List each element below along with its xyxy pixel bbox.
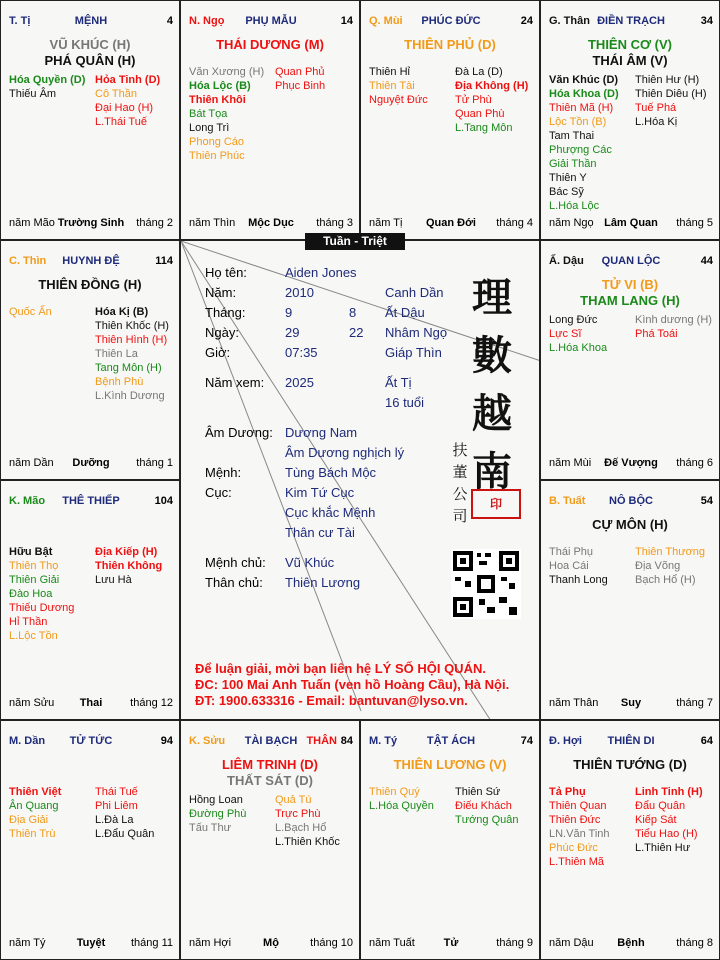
left-star-list: [369, 785, 434, 813]
value-day-lunar: 22: [349, 325, 364, 340]
palace-cell-ti[interactable]: [0, 0, 180, 240]
minor-star: Văn Khúc (D): [549, 74, 619, 86]
month-label: tháng 11: [130, 937, 173, 949]
value-day-can-chi: Nhâm Ngọ: [385, 325, 448, 340]
value-am-duong-note: Âm Dương nghịch lý: [285, 445, 405, 460]
minor-star: L.Hóa Lộc: [549, 200, 600, 212]
value-year-can-chi: Canh Dần: [385, 285, 444, 300]
value-hour-can-chi: Giáp Thìn: [385, 345, 442, 360]
phase-label: Dưỡng: [72, 457, 110, 469]
year-label: năm Sửu: [9, 697, 55, 709]
year-label: năm Ngọ: [549, 217, 594, 229]
minor-star: Thiếu Dương: [9, 602, 75, 614]
minor-star: Quả Tú: [275, 794, 312, 806]
palace-footer: [369, 937, 533, 951]
minor-star: Tam Thai: [549, 130, 595, 142]
minor-star: Lộc Tồn (B): [549, 116, 607, 128]
right-star-list: [275, 793, 340, 849]
value-month-can-chi: Ất Dậu: [385, 305, 425, 320]
phase-label: Suy: [620, 697, 642, 709]
calligraphy-char-3: 越: [472, 390, 512, 437]
minor-star: Thiên Thương: [635, 546, 706, 558]
age-number: 44: [700, 255, 713, 267]
minor-star: Điếu Khách: [455, 800, 512, 812]
minor-star: Thiên Hỉ: [369, 66, 410, 78]
minor-star: Thiên Sứ: [455, 786, 501, 798]
age-number: 34: [700, 15, 713, 27]
palace-cell-ngo[interactable]: [180, 0, 360, 240]
minor-star: Bệnh Phù: [95, 376, 144, 388]
minor-star: Thiên Việt: [9, 786, 62, 798]
value-am-duong: Dương Nam: [285, 425, 358, 440]
phase-label: Thai: [79, 697, 103, 709]
palace-footer: [9, 697, 173, 711]
month-label: tháng 1: [136, 457, 173, 469]
month-label: tháng 6: [676, 457, 713, 469]
value-than-cu: Thân cư Tài: [285, 525, 355, 540]
phase-label: Đế Vượng: [604, 457, 658, 469]
minor-star: Thái Phụ: [549, 546, 594, 558]
minor-star: Thiên Quan: [549, 800, 607, 812]
value-hour: 07:35: [285, 345, 318, 360]
label-cuc: Cục:: [205, 485, 232, 500]
minor-star: Thiên Hình (H): [95, 334, 168, 346]
palace-footer: [9, 217, 173, 231]
left-star-list: [9, 305, 52, 319]
minor-star: Thái Tuế: [95, 786, 138, 798]
right-star-list: [635, 545, 705, 587]
minor-star: Thiên Phúc: [189, 150, 245, 162]
branch-label: N. Ngọ: [189, 15, 225, 27]
calligraphy-char-4: 南: [472, 448, 512, 495]
palace-name: TẬT ÁCH: [426, 735, 476, 747]
phase-label: Quan Đới: [426, 217, 476, 229]
minor-star: Phá Toái: [635, 328, 678, 340]
minor-star: Giải Thần: [549, 158, 597, 170]
palace-name: THIÊN DI: [607, 735, 655, 747]
label-day: Ngày:: [205, 325, 239, 340]
minor-star: Thiên Khốc (H): [95, 320, 169, 332]
month-label: tháng 5: [676, 217, 713, 229]
minor-star: Đại Hao (H): [95, 102, 154, 114]
main-star: LIÊM TRINH (D): [221, 757, 319, 772]
than-marker: THÂN: [306, 735, 337, 747]
palace-cell-mao[interactable]: [0, 480, 180, 720]
value-view-year-can-chi: Ất Tị: [385, 375, 412, 390]
minor-star: Văn Xương (H): [189, 66, 265, 78]
minor-star: Bác Sỹ: [549, 186, 584, 198]
minor-star: L.Hóa Khoa: [549, 342, 608, 354]
branch-label: B. Tuất: [549, 495, 586, 507]
month-label: tháng 9: [496, 937, 533, 949]
minor-star: L.Tang Môn: [455, 122, 513, 134]
value-name: Aiden Jones: [285, 265, 357, 280]
minor-star: Phục Binh: [275, 80, 326, 92]
right-star-list: [95, 785, 154, 841]
month-label: tháng 4: [496, 217, 533, 229]
label-month: Tháng:: [205, 305, 246, 320]
value-cuc-note: Cục khắc Mệnh: [285, 505, 376, 520]
minor-star: Hóa Quyền (D): [9, 74, 86, 86]
center-info-panel: [180, 240, 540, 720]
year-label: năm Thân: [549, 697, 599, 709]
branch-label: T. Tị: [9, 15, 31, 27]
minor-star: Hóa Kị (B): [95, 306, 149, 318]
minor-star: Địa Kiếp (H): [95, 546, 158, 558]
minor-star: Thiên La: [95, 348, 138, 360]
main-star: THIÊN CƠ (V): [587, 37, 673, 52]
right-star-list: [275, 65, 325, 93]
palace-footer: [9, 937, 173, 951]
age-number: 74: [520, 735, 533, 747]
age-number: 14: [340, 15, 353, 27]
minor-star: L.Hóa Quyền: [369, 800, 434, 812]
minor-star: L.Đà La: [95, 814, 134, 826]
main-star: THẤT SÁT (D): [227, 773, 313, 788]
minor-star: Phong Cáo: [189, 136, 245, 148]
left-star-list: [549, 785, 610, 869]
branch-label: K. Mão: [9, 495, 46, 507]
palace-name: PHÚC ĐỨC: [421, 15, 481, 27]
left-star-list: [189, 793, 246, 835]
age-number: 84: [340, 735, 353, 747]
minor-star: Hoa Cái: [549, 560, 589, 572]
minor-star: L.Thiên Hư: [635, 842, 691, 854]
minor-star: Hồng Loan: [189, 794, 243, 806]
year-label: năm Tý: [9, 937, 46, 949]
palace-name: MỆNH: [74, 15, 108, 27]
palace-header: [9, 255, 173, 271]
palace-header: [549, 735, 713, 751]
age-number: 24: [520, 15, 533, 27]
minor-star: Phi Liêm: [95, 800, 138, 812]
small-char-3: 公: [452, 485, 468, 503]
minor-star: L.Thiên Mã: [549, 856, 605, 868]
main-star: CỰ MÔN (H): [592, 517, 668, 532]
right-star-list: [635, 313, 712, 341]
minor-star: Lực Sĩ: [549, 328, 582, 340]
main-star: PHÁ QUÂN (H): [44, 53, 136, 68]
main-star: THÁI DƯƠNG (M): [216, 37, 324, 52]
palace-header: [369, 735, 533, 751]
palace-header: [9, 15, 173, 31]
value-than-chu: Thiên Lương: [285, 575, 361, 590]
minor-star: Đẩu Quân: [635, 800, 686, 812]
palace-cell-hoi[interactable]: [540, 720, 720, 960]
palace-cell-dan[interactable]: [0, 720, 180, 960]
label-hour: Giờ:: [205, 345, 231, 360]
main-star: THAM LANG (H): [580, 293, 680, 308]
minor-star: L.Lộc Tồn: [9, 630, 58, 642]
right-star-list: [455, 785, 519, 827]
minor-star: Tử Phù: [455, 94, 492, 106]
phase-label: Tử: [443, 937, 459, 949]
phase-label: Mộ: [263, 937, 279, 949]
minor-star: L.Thái Tuế: [95, 116, 147, 128]
minor-star: Bạch Hổ (H): [635, 574, 696, 586]
right-star-list: [95, 545, 162, 587]
branch-label: K. Sửu: [189, 735, 226, 747]
minor-star: Thiếu Âm: [9, 88, 57, 100]
minor-star: Thanh Long: [549, 574, 608, 586]
minor-star: Thiên Khôi: [189, 94, 246, 106]
tuan-triet-label: Tuần - Triệt: [305, 233, 405, 250]
palace-cell-thin[interactable]: [0, 240, 180, 480]
branch-label: G. Thân: [549, 15, 590, 27]
minor-star: Ân Quang: [9, 800, 59, 812]
minor-star: Lưu Hà: [95, 574, 132, 586]
label-menh: Mệnh:: [205, 465, 242, 480]
year-label: năm Mùi: [549, 457, 592, 469]
qr-code-icon[interactable]: [451, 549, 521, 619]
palace-name: TÀI BẠCH: [244, 735, 298, 747]
label-year: Năm:: [205, 285, 237, 300]
minor-star: Thiên Đức: [549, 814, 601, 826]
left-star-list: [189, 65, 264, 163]
palace-header: [189, 735, 353, 751]
left-star-list: [549, 73, 619, 213]
minor-star: Thiên Y: [549, 172, 587, 184]
minor-star: L.Bạch Hổ: [275, 822, 327, 834]
contact-line-1: Để luận giải, mời bạn liên hệ LÝ SỐ HỘI QUÁN.: [195, 661, 486, 676]
minor-star: Kiếp Sát: [635, 814, 677, 826]
value-menh: Tùng Bách Mộc: [285, 465, 377, 480]
phase-label: Trường Sinh: [57, 217, 125, 229]
small-char-1: 扶: [452, 441, 468, 459]
palace-name: THÊ THIẾP: [62, 495, 120, 507]
main-star: TỬ VI (B): [601, 277, 659, 292]
minor-star: Thiên Diêu (H): [635, 88, 707, 100]
palace-header: [549, 15, 713, 31]
branch-label: C. Thìn: [9, 255, 47, 267]
value-day: 29: [285, 325, 300, 340]
minor-star: Quốc Ấn: [9, 306, 52, 318]
branch-label: M. Tý: [369, 735, 398, 747]
age-number: 114: [155, 255, 173, 267]
label-name: Họ tên:: [205, 265, 247, 280]
minor-star: Thiên Quý: [369, 786, 420, 798]
minor-star: Quan Phù: [455, 108, 505, 120]
branch-label: Đ. Hợi: [549, 735, 582, 747]
main-star: THIÊN LƯƠNG (V): [393, 757, 507, 772]
month-label: tháng 2: [136, 217, 173, 229]
year-label: năm Hợi: [189, 937, 232, 949]
small-char-2: 董: [452, 463, 468, 481]
palace-cell-suu[interactable]: [180, 720, 360, 960]
branch-label: Q. Mùi: [369, 15, 403, 27]
palace-cell-dau[interactable]: [540, 240, 720, 480]
phase-label: Lâm Quan: [604, 217, 658, 229]
minor-star: Kình dương (H): [635, 314, 712, 326]
left-star-list: [9, 73, 85, 101]
month-label: tháng 8: [676, 937, 713, 949]
label-view-year: Năm xem:: [205, 375, 265, 390]
phase-label: Tuyệt: [76, 937, 106, 949]
main-star: VŨ KHÚC (H): [49, 37, 131, 52]
palace-header: [9, 735, 173, 751]
value-cuc: Kim Tứ Cục: [285, 485, 355, 500]
minor-star: Phúc Đức: [549, 842, 598, 854]
left-star-list: [369, 65, 428, 107]
minor-star: Thiên Tài: [369, 80, 415, 92]
palace-cell-tuat[interactable]: [540, 480, 720, 720]
minor-star: Long Trì: [189, 122, 230, 134]
palace-header: [369, 15, 533, 31]
palace-footer: [369, 217, 533, 231]
minor-star: Hữu Bật: [9, 546, 53, 558]
minor-star: Thiên Trù: [9, 828, 56, 840]
minor-star: Long Đức: [549, 314, 598, 326]
minor-star: Linh Tinh (H): [635, 786, 703, 798]
palace-footer: [549, 697, 713, 711]
age-number: 94: [160, 735, 173, 747]
age-number: 104: [154, 495, 173, 507]
minor-star: Trực Phù: [275, 808, 321, 820]
main-star: THIÊN TƯỚNG (D): [573, 757, 687, 772]
label-menh-chu: Mệnh chủ:: [205, 555, 266, 570]
left-star-list: [549, 545, 608, 587]
branch-label: Ấ. Dậu: [549, 255, 584, 267]
minor-star: Bát Tọa: [189, 108, 228, 120]
month-label: tháng 3: [316, 217, 353, 229]
palace-name: HUYNH ĐỆ: [62, 255, 120, 267]
minor-star: L.Hóa Kị: [635, 116, 678, 128]
minor-star: Địa Giải: [9, 814, 49, 826]
main-star: THIÊN PHỦ (D): [404, 37, 496, 52]
minor-star: L.Đẩu Quân: [95, 828, 155, 840]
value-month-lunar: 8: [349, 305, 357, 320]
value-month: 9: [285, 305, 293, 320]
small-char-4: 司: [452, 507, 468, 525]
calligraphy-char-2: 數: [472, 332, 512, 379]
year-label: năm Tuất: [369, 937, 415, 949]
value-age: 16 tuổi: [385, 395, 425, 410]
red-seal: 印: [471, 489, 521, 519]
minor-star: Thiên Hư (H): [635, 74, 700, 86]
palace-footer: [189, 937, 353, 951]
contact-line-3[interactable]: ĐT: 1900.633316 - Email: bantuvan@lyso.vn.: [195, 693, 468, 708]
minor-star: Hỏa Tinh (D): [95, 74, 161, 86]
palace-footer: [549, 217, 713, 231]
minor-star: Đà La (D): [455, 66, 503, 78]
phase-label: Bệnh: [617, 937, 645, 949]
minor-star: Hóa Khoa (D): [549, 88, 619, 100]
palace-header: [549, 255, 713, 271]
minor-star: Nguyệt Đức: [369, 94, 428, 106]
age-number: 64: [700, 735, 713, 747]
palace-name: QUAN LỘC: [601, 255, 661, 267]
year-label: năm Dậu: [549, 937, 594, 949]
palace-cell-ty[interactable]: [360, 720, 540, 960]
right-star-list: [95, 305, 169, 403]
calligraphy-char-1: 理: [472, 274, 512, 321]
palace-header: [549, 495, 713, 511]
minor-star: Tiểu Hao (H): [635, 828, 698, 840]
right-star-list: [455, 65, 528, 135]
palace-name: ĐIỀN TRẠCH: [597, 15, 665, 27]
branch-label: M. Dần: [9, 735, 46, 747]
value-year: 2010: [285, 285, 314, 300]
palace-footer: [549, 937, 713, 951]
month-label: tháng 12: [130, 697, 173, 709]
minor-star: Địa Võng: [635, 560, 681, 572]
palace-header: [9, 495, 173, 511]
minor-star: L.Kình Dương: [95, 390, 165, 402]
minor-star: Thiên Thọ: [9, 560, 59, 572]
right-star-list: [635, 73, 707, 129]
minor-star: Tang Môn (H): [95, 362, 162, 374]
minor-star: Tấu Thư: [189, 822, 232, 834]
minor-star: Thiên Mã (H): [549, 102, 614, 114]
year-label: năm Tị: [369, 217, 403, 229]
age-number: 4: [166, 15, 173, 27]
palace-cell-than[interactable]: [540, 0, 720, 240]
contact-line-2: ĐC: 100 Mai Anh Tuấn (ven hồ Hoàng Cầu), Hà Nội.: [195, 677, 510, 692]
right-star-list: [635, 785, 703, 855]
phase-label: Mộc Dục: [248, 217, 294, 229]
minor-star: Quan Phủ: [275, 66, 325, 78]
year-label: năm Dần: [9, 457, 54, 469]
left-star-list: [549, 313, 607, 355]
label-am-duong: Âm Dương:: [205, 425, 273, 440]
minor-star: Cô Thần: [95, 88, 137, 100]
palace-footer: [9, 457, 173, 471]
main-star: THIÊN ĐỒNG (H): [38, 277, 142, 292]
age-number: 54: [700, 495, 713, 507]
value-menh-chu: Vũ Khúc: [285, 555, 335, 570]
minor-star: Thiên Giải: [9, 574, 60, 586]
left-star-list: [9, 785, 61, 841]
minor-star: Phượng Các: [549, 144, 612, 156]
palace-name: PHỤ MẪU: [245, 15, 297, 27]
minor-star: Địa Không (H): [455, 80, 529, 92]
minor-star: Tướng Quân: [455, 814, 519, 826]
minor-star: Hóa Lộc (B): [189, 80, 251, 92]
minor-star: Thiên Không: [95, 560, 163, 572]
palace-header: [189, 15, 353, 31]
label-than-chu: Thân chủ:: [205, 575, 263, 590]
right-star-list: [95, 73, 160, 129]
minor-star: L.Thiên Khốc: [275, 836, 340, 848]
palace-cell-mui[interactable]: [360, 0, 540, 240]
year-label: năm Mão: [9, 217, 55, 229]
month-label: tháng 7: [676, 697, 713, 709]
month-label: tháng 10: [310, 937, 353, 949]
minor-star: Đào Hoa: [9, 588, 53, 600]
main-star: THÁI ÂM (V): [592, 53, 668, 68]
value-view-year: 2025: [285, 375, 314, 390]
palace-footer: [189, 217, 353, 231]
palace-name: TỬ TỨC: [69, 735, 113, 747]
minor-star: Đường Phù: [189, 808, 247, 820]
minor-star: Tuế Phá: [635, 102, 677, 114]
minor-star: Hỉ Thần: [9, 616, 48, 628]
minor-star: Tả Phụ: [549, 786, 586, 798]
minor-star: LN.Văn Tinh: [549, 828, 610, 840]
palace-name: NÔ BỘC: [609, 495, 653, 507]
left-star-list: [9, 545, 74, 643]
palace-footer: [549, 457, 713, 471]
year-label: năm Thìn: [189, 217, 236, 229]
